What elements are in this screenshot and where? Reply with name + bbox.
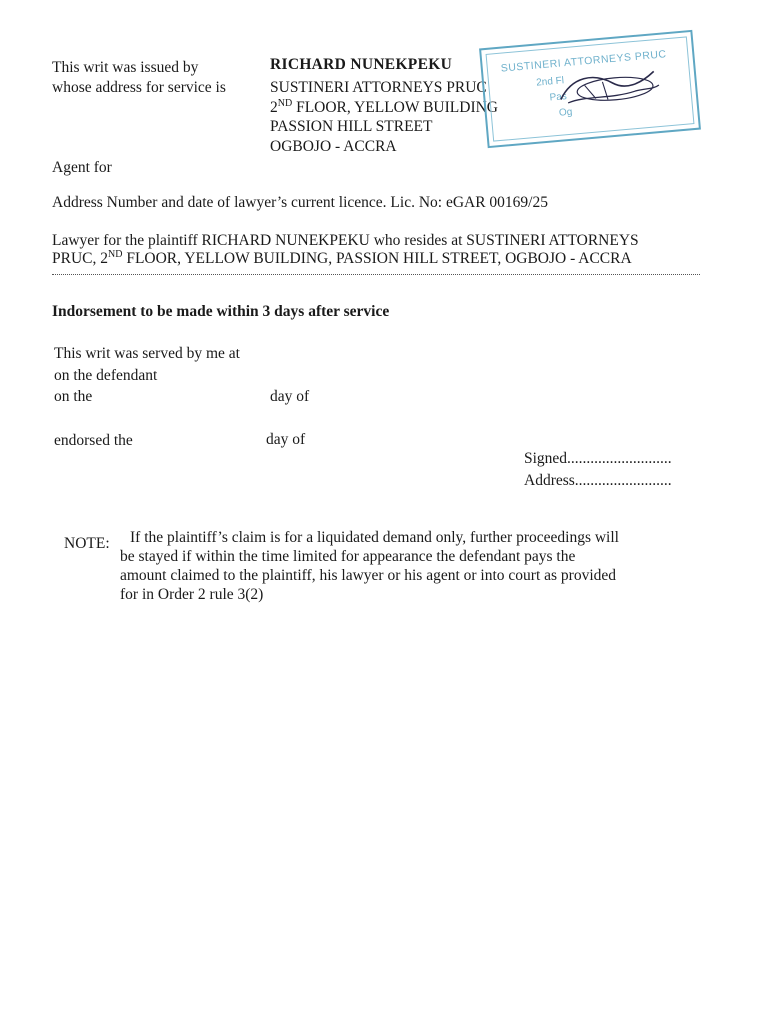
floor-rest: FLOOR, YELLOW BUILDING bbox=[296, 99, 498, 116]
day-of-label-2: day of bbox=[266, 431, 306, 448]
stamp-firm-name: SUSTINERI ATTORNEYS PRUC bbox=[500, 48, 667, 75]
lawyer-line-2-suffix: FLOOR, YELLOW BUILDING, PASSION HILL STREET, OGBOJO - ACCRA bbox=[122, 250, 632, 267]
licence-line: Address Number and date of lawyer’s current licence. Lic. No: eGAR 00169/25 bbox=[52, 194, 548, 211]
note-line-4: for in Order 2 rule 3(2) bbox=[120, 586, 264, 603]
floor-ordinal: ND bbox=[277, 97, 293, 109]
note-line-2: be stayed if within the time limited for appearance the defendant pays the bbox=[120, 548, 576, 565]
on-the-label: on the bbox=[54, 388, 93, 405]
note-line-1: If the plaintiff’s claim is for a liquidated demand only, further proceedings will bbox=[130, 529, 619, 546]
lawyer-line-1: Lawyer for the plaintiff RICHARD NUNEKPEKU who resides at SUSTINERI ATTORNEYS bbox=[52, 232, 639, 249]
lawyer-line-2 bbox=[52, 249, 632, 269]
service-address-label: whose address for service is bbox=[52, 79, 226, 96]
day-of-label-1: day of bbox=[270, 388, 310, 405]
signature-icon bbox=[553, 59, 667, 118]
firm-stamp bbox=[479, 30, 701, 148]
on-defendant-label: on the defendant bbox=[54, 367, 158, 384]
issued-by-label: This writ was issued by bbox=[52, 59, 199, 76]
plaintiff-name: RICHARD NUNEKPEKU bbox=[270, 56, 453, 73]
address-line-street: PASSION HILL STREET bbox=[270, 118, 433, 135]
stamp-line-4: Og bbox=[558, 106, 573, 119]
lawyer-line-2-prefix: PRUC, 2 bbox=[52, 250, 108, 267]
address-line: Address......................... bbox=[524, 472, 672, 489]
note-label: NOTE: bbox=[64, 535, 110, 552]
dotted-divider bbox=[52, 274, 700, 275]
address-line-firm: SUSTINERI ATTORNEYS PRUC bbox=[270, 79, 487, 96]
address-line-floor bbox=[270, 98, 498, 118]
stamp-line-3: Pas bbox=[549, 91, 568, 104]
endorsed-the-label: endorsed the bbox=[54, 432, 133, 449]
endorsement-heading: Indorsement to be made within 3 days after service bbox=[52, 303, 390, 320]
agent-for-label: Agent for bbox=[52, 159, 112, 176]
floor-number: 2 bbox=[270, 99, 278, 116]
signed-line: Signed........................... bbox=[524, 450, 672, 467]
address-line-city: OGBOJO - ACCRA bbox=[270, 138, 397, 155]
stamp-line-2: 2nd Fl bbox=[535, 75, 565, 89]
lawyer-floor-ordinal: ND bbox=[108, 248, 123, 260]
served-by-label: This writ was served by me at bbox=[54, 345, 240, 362]
note-line-3: amount claimed to the plaintiff, his lawyer or his agent or into court as provided bbox=[120, 567, 617, 584]
